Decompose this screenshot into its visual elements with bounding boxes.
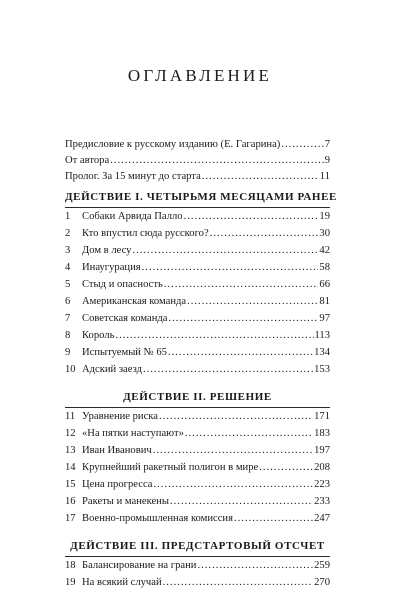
- chapter-page: 58: [319, 262, 330, 273]
- chapter-number: 11: [65, 411, 76, 422]
- toc-chapter: [65, 445, 330, 457]
- dot-leader: [110, 155, 324, 167]
- dot-leader: [115, 330, 313, 342]
- toc-chapter: [65, 479, 330, 491]
- chapter-page: 134: [314, 347, 330, 358]
- dot-leader: [168, 347, 313, 359]
- chapter-number: 6: [65, 296, 71, 307]
- toc-chapter: [65, 245, 330, 257]
- chapter-number: 9: [65, 347, 71, 358]
- chapter-page: 233: [314, 496, 330, 507]
- chapter-number: 12: [65, 428, 76, 439]
- chapter-title: Иван Иванович: [82, 445, 152, 456]
- toc-entry-page: 7: [324, 139, 330, 150]
- chapter-title: Ракеты и манекены: [82, 496, 169, 507]
- toc-chapter: [65, 228, 330, 240]
- toc-entry: [65, 171, 330, 183]
- section-rule: [65, 207, 330, 208]
- chapter-title: Адский заезд: [82, 364, 142, 375]
- chapter-number: 8: [65, 330, 71, 341]
- chapter-page: 97: [319, 313, 330, 324]
- toc-entry-page: 9: [324, 155, 330, 166]
- chapter-page: 30: [319, 228, 330, 239]
- chapter-number: 2: [65, 228, 71, 239]
- chapter-page: 113: [314, 330, 330, 341]
- toc-chapter: [65, 211, 330, 223]
- toc-chapter: [65, 296, 330, 308]
- toc-chapter: [65, 513, 330, 525]
- chapter-title: Американская команда: [82, 296, 187, 307]
- chapter-page: 153: [314, 364, 330, 375]
- page-title: ОГЛАВЛЕНИЕ: [127, 66, 273, 85]
- chapter-number: 13: [65, 445, 76, 456]
- dot-leader: [170, 496, 313, 508]
- chapter-title: Король: [82, 330, 115, 341]
- section-heading: ДЕЙСТВИЕ II. РЕШЕНИЕ: [123, 391, 272, 403]
- dot-leader: [187, 296, 318, 308]
- dot-leader: [159, 411, 313, 423]
- toc-chapter: [65, 347, 330, 359]
- dot-leader: [184, 211, 319, 223]
- chapter-title: На всякий случай: [82, 577, 162, 588]
- chapter-number: 10: [65, 364, 76, 375]
- dot-leader: [234, 513, 313, 525]
- chapter-number: 4: [65, 262, 71, 273]
- chapter-page: 81: [319, 296, 330, 307]
- dot-leader: [163, 577, 313, 589]
- chapter-number: 5: [65, 279, 71, 290]
- chapter-page: 208: [314, 462, 330, 473]
- toc-chapter: [65, 330, 330, 342]
- chapter-title: Собаки Арвида Палло: [82, 211, 183, 222]
- section-rule: [65, 407, 330, 408]
- toc-chapter: [65, 364, 330, 376]
- chapter-page: 223: [314, 479, 330, 490]
- toc-entry: [65, 139, 330, 151]
- toc-entry-label: Предисловие к русскому изданию (Е. Гагарина): [65, 139, 281, 150]
- chapter-page: 42: [319, 245, 330, 256]
- chapter-number: 14: [65, 462, 76, 473]
- chapter-number: 7: [65, 313, 71, 324]
- chapter-title: Крупнейший ракетный полигон в мире: [82, 462, 259, 473]
- chapter-title: Испытуемый № 65: [82, 347, 167, 358]
- chapter-page: 197: [314, 445, 330, 456]
- dot-leader: [153, 445, 313, 457]
- section-heading: ДЕЙСТВИЕ III. ПРЕДСТАРТОВЫЙ ОТСЧЕТ: [70, 540, 325, 552]
- dot-leader: [132, 245, 318, 257]
- chapter-number: 1: [65, 211, 71, 222]
- toc-chapter: [65, 279, 330, 291]
- chapter-title: Уравнение риска: [82, 411, 158, 422]
- chapter-page: 270: [314, 577, 330, 588]
- chapter-title: Кто впустил сюда русского?: [82, 228, 209, 239]
- chapter-title: «На пятки наступают»: [82, 428, 184, 439]
- toc-entry-label: Пролог. За 15 минут до старта: [65, 171, 201, 182]
- dot-leader: [210, 228, 319, 240]
- toc-chapter: [65, 560, 330, 572]
- chapter-number: 17: [65, 513, 76, 524]
- toc-entry: [65, 155, 330, 167]
- chapter-number: 15: [65, 479, 76, 490]
- dot-leader: [143, 364, 313, 376]
- toc-chapter: [65, 262, 330, 274]
- dot-leader: [281, 139, 323, 151]
- chapter-page: 19: [319, 211, 330, 222]
- toc-chapter: [65, 313, 330, 325]
- toc-chapter: [65, 462, 330, 474]
- chapter-number: 18: [65, 560, 76, 571]
- dot-leader: [202, 171, 319, 183]
- dot-leader: [185, 428, 313, 440]
- toc-entry-label: От автора: [65, 155, 110, 166]
- chapter-page: 259: [314, 560, 330, 571]
- dot-leader: [197, 560, 313, 572]
- chapter-title: Балансирование на грани: [82, 560, 197, 571]
- chapter-number: 16: [65, 496, 76, 507]
- chapter-page: 247: [314, 513, 330, 524]
- dot-leader: [153, 479, 313, 491]
- chapter-page: 183: [314, 428, 330, 439]
- section-rule: [65, 556, 330, 557]
- chapter-number: 19: [65, 577, 76, 588]
- dot-leader: [164, 279, 319, 291]
- dot-leader: [168, 313, 318, 325]
- chapter-title: Советская команда: [82, 313, 168, 324]
- chapter-page: 171: [314, 411, 330, 422]
- toc-entry-page: 11: [319, 171, 330, 182]
- section-heading: ДЕЙСТВИЕ I. ЧЕТЫРЬМЯ МЕСЯЦАМИ РАНЕЕ: [65, 191, 337, 203]
- chapter-page: 66: [319, 279, 330, 290]
- chapter-title: Стыд и опасность: [82, 279, 163, 290]
- chapter-title: Цена прогресса: [82, 479, 153, 490]
- chapter-title: Военно-промышленная комиссия: [82, 513, 233, 524]
- toc-chapter: [65, 496, 330, 508]
- dot-leader: [142, 262, 319, 274]
- toc-chapter: [65, 577, 330, 589]
- toc-chapter: [65, 411, 330, 423]
- toc-chapter: [65, 428, 330, 440]
- chapter-title: Инаугурация: [82, 262, 141, 273]
- chapter-number: 3: [65, 245, 71, 256]
- chapter-title: Дом в лесу: [82, 245, 132, 256]
- dot-leader: [259, 462, 313, 474]
